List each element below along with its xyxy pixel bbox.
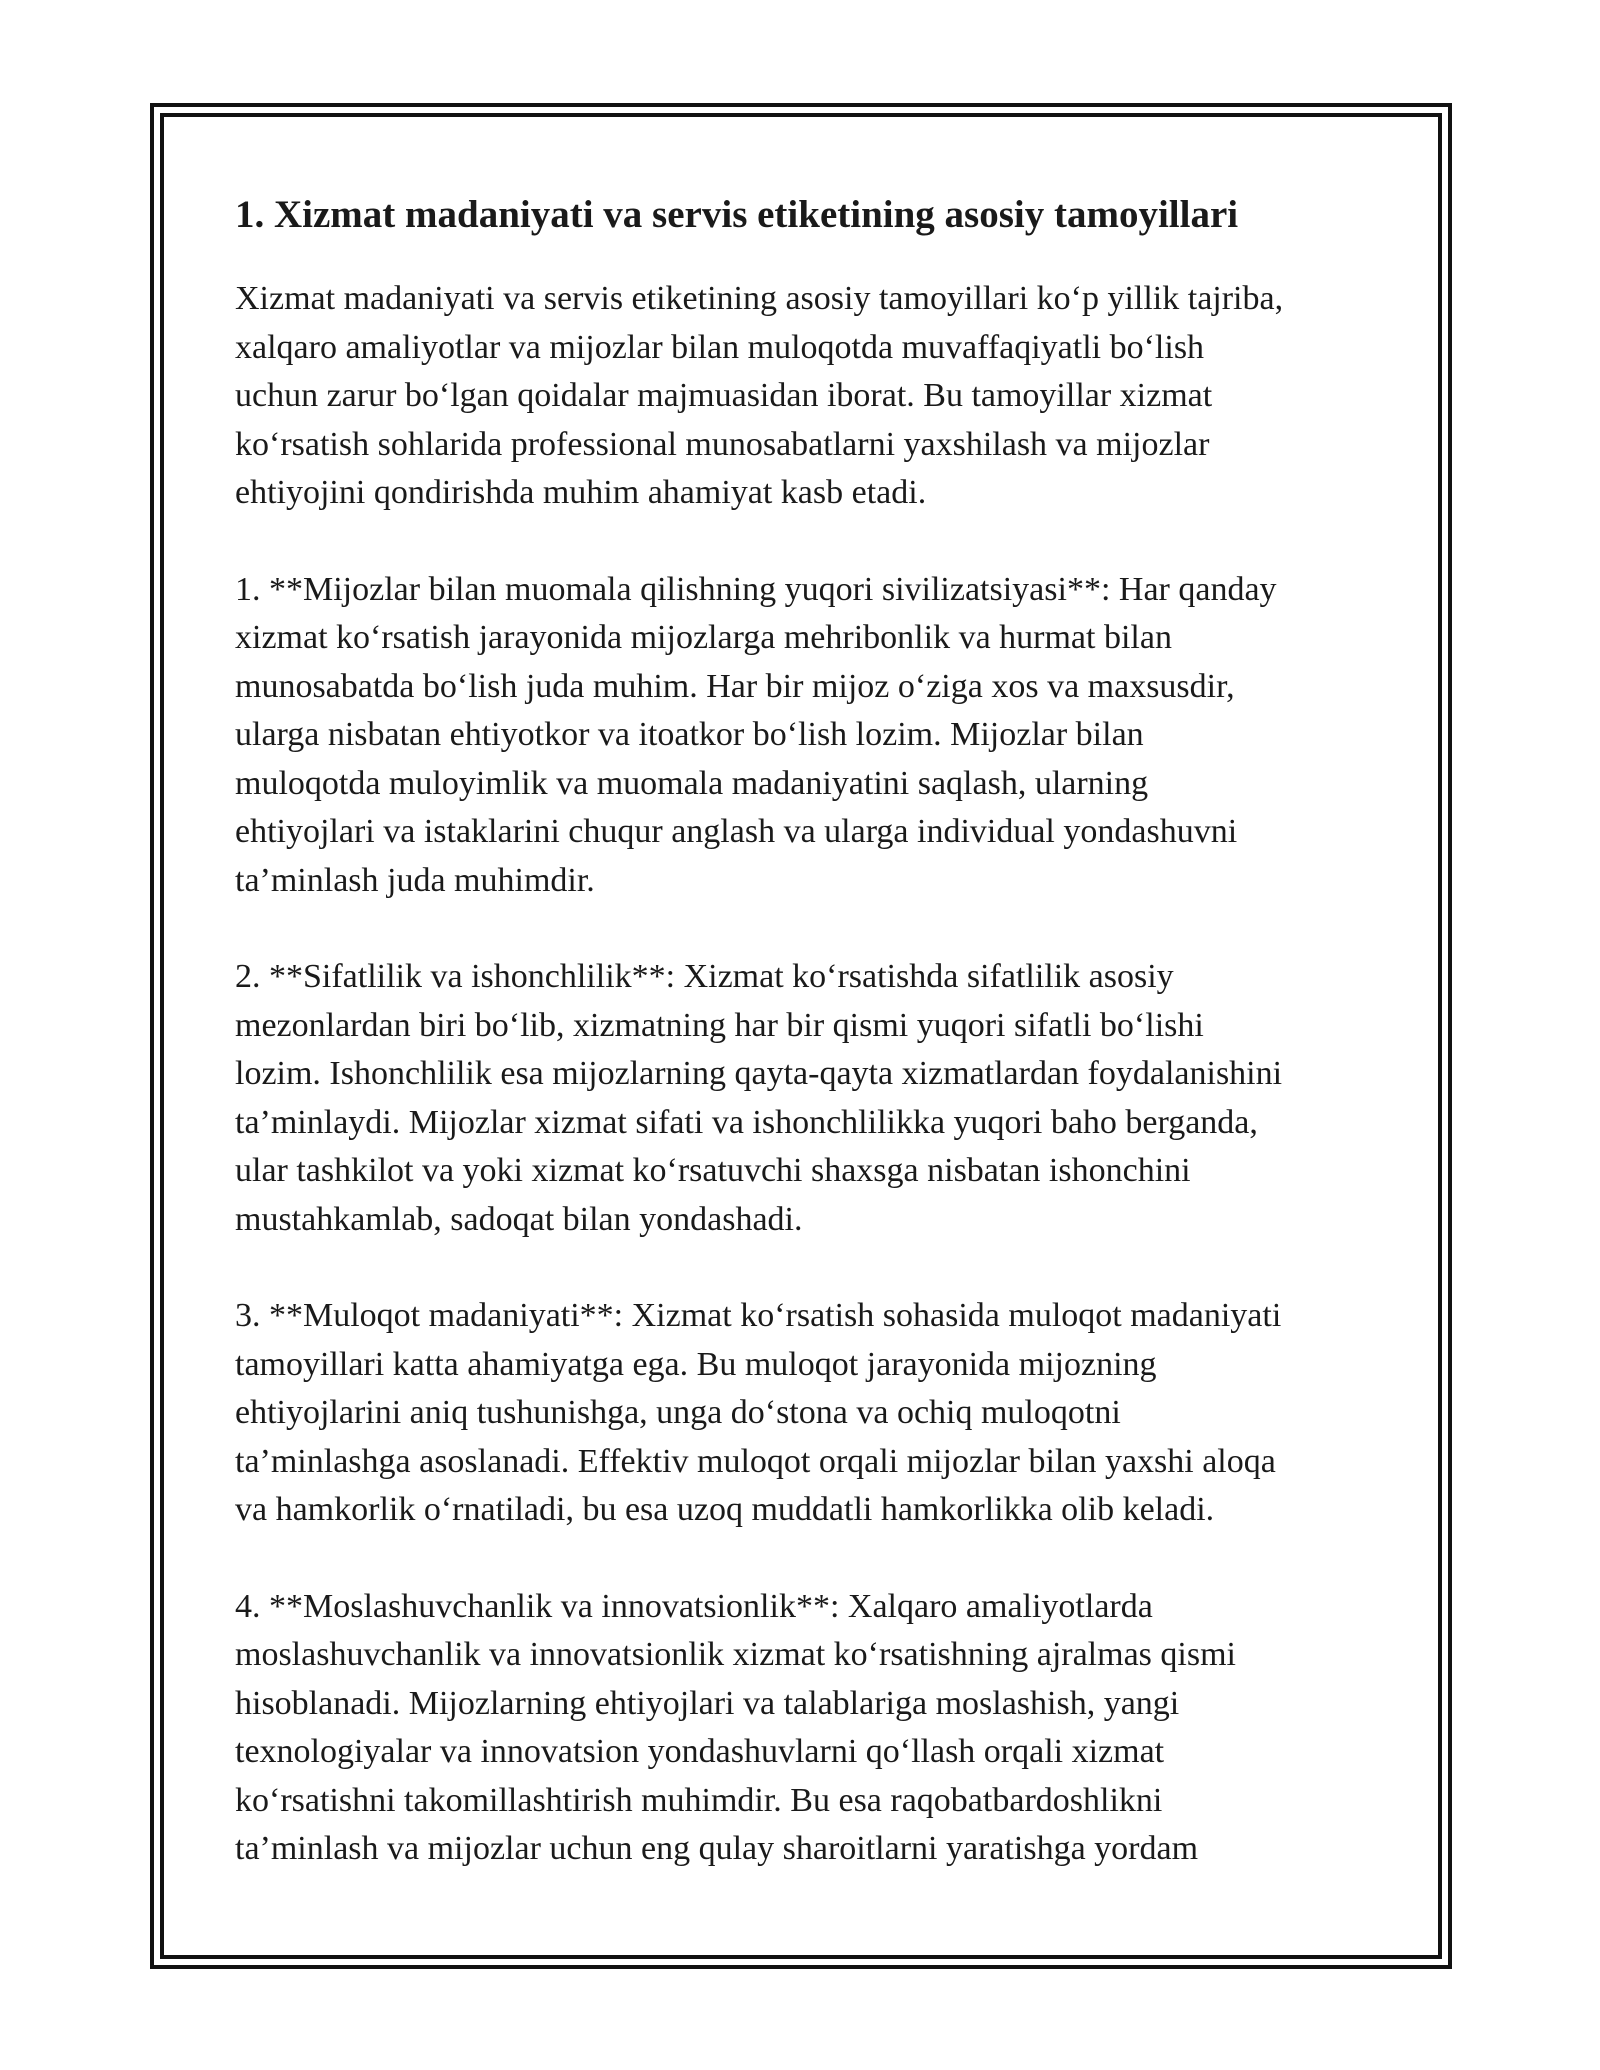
text-line: ehtiyojini qondirishda muhim ahamiyat kasb etadi. (235, 474, 927, 511)
text-line: koʻrsatish sohlarida professional munosabatlarni yaxshilash va mijozlar (235, 425, 1210, 463)
text-line: mustahkamlab, sadoqat bilan yondashadi. (235, 1200, 803, 1238)
section-heading: 1. Xizmat madaniyati va servis etiketining asosiy tamoyillari (235, 193, 1239, 236)
text-line: xalqaro amaliyotlar va mijozlar bilan muloqotda muvaffaqiyatli boʻlish (235, 328, 1205, 366)
text-line: ehtiyojlari va istaklarini chuqur anglash va ularga individual yondashuvni (235, 813, 1238, 850)
text-line: texnologiyalar va innovatsion yondashuvlarni qoʻllash orqali xizmat (235, 1733, 1165, 1770)
text-line: Xizmat madaniyati va servis etiketining asosiy tamoyillari koʻp yillik tajriba, (235, 280, 1284, 317)
text-line: ta’minlashga asoslanadi. Effektiv muloqot orqali mijozlar bilan yaxshi aloqa (235, 1442, 1276, 1480)
text-line: tamoyillari katta ahamiyatga ega. Bu muloqot jarayonida mijozning (235, 1345, 1157, 1383)
text-line: 1. **Mijozlar bilan muomala qilishning yuqori sivilizatsiyasi**: Har qanday (235, 570, 1277, 608)
text-line: ularga nisbatan ehtiyotkor va itoatkor boʻlish lozim. Mijozlar bilan (235, 716, 1144, 753)
text-line: koʻrsatishni takomillashtirish muhimdir. Bu esa raqobatbardoshlikni (235, 1781, 1163, 1819)
text-line: ta’minlash va mijozlar uchun eng qulay sharoitlarni yaratishga yordam (235, 1830, 1199, 1867)
text-line: va hamkorlik oʻrnatiladi, bu esa uzoq muddatli hamkorlikka olib keladi. (235, 1491, 1215, 1528)
text-line: 3. **Muloqot madaniyati**: Xizmat koʻrsatish sohasida muloqot madaniyati (235, 1297, 1282, 1334)
text-line: ta’minlaydi. Mijozlar xizmat sifati va ishonchlilikka yuqori baho berganda, (235, 1103, 1258, 1141)
text-line: ta’minlash juda muhimdir. (235, 861, 595, 899)
principle-4-paragraph (235, 1583, 1370, 1874)
principle-3-paragraph (235, 1292, 1370, 1535)
text-line: hisoblanadi. Mijozlarning ehtiyojlari va talablariga moslashish, yangi (235, 1684, 1180, 1722)
text-line: uchun zarur boʻlgan qoidalar majmuasidan iborat. Bu tamoyillar xizmat (235, 377, 1213, 414)
text-line: lozim. Ishonchlilik esa mijozlarning qayta-qayta xizmatlardan foydalanishini (235, 1055, 1283, 1092)
text-line: 2. **Sifatlilik va ishonchlilik**: Xizmat koʻrsatishda sifatlilik asosiy (235, 958, 1174, 995)
text-line: munosabatda boʻlish juda muhim. Har bir mijoz oʻziga xos va maxsusdir, (235, 667, 1235, 705)
principle-2-paragraph (235, 953, 1370, 1244)
text-line: 4. **Moslashuvchanlik va innovatsionlik**: Xalqaro amaliyotlarda (235, 1587, 1153, 1625)
text-line: ehtiyojlarini aniq tushunishga, unga doʻstona va ochiq muloqotni (235, 1394, 1121, 1431)
document-body (235, 185, 1370, 1922)
principle-1-paragraph (235, 566, 1370, 906)
text-line: xizmat koʻrsatish jarayonida mijozlarga mehribonlik va hurmat bilan (235, 619, 1172, 656)
intro-paragraph (235, 275, 1370, 518)
text-line: muloqotda muloyimlik va muomala madaniyatini saqlash, ularning (235, 764, 1149, 802)
text-line: mezonlardan biri boʻlib, xizmatning har bir qismi yuqori sifatli boʻlishi (235, 1006, 1204, 1044)
text-line: moslashuvchanlik va innovatsionlik xizmat koʻrsatishning ajralmas qismi (235, 1636, 1236, 1673)
text-line: ular tashkilot va yoki xizmat koʻrsatuvchi shaxsga nisbatan ishonchini (235, 1152, 1191, 1189)
